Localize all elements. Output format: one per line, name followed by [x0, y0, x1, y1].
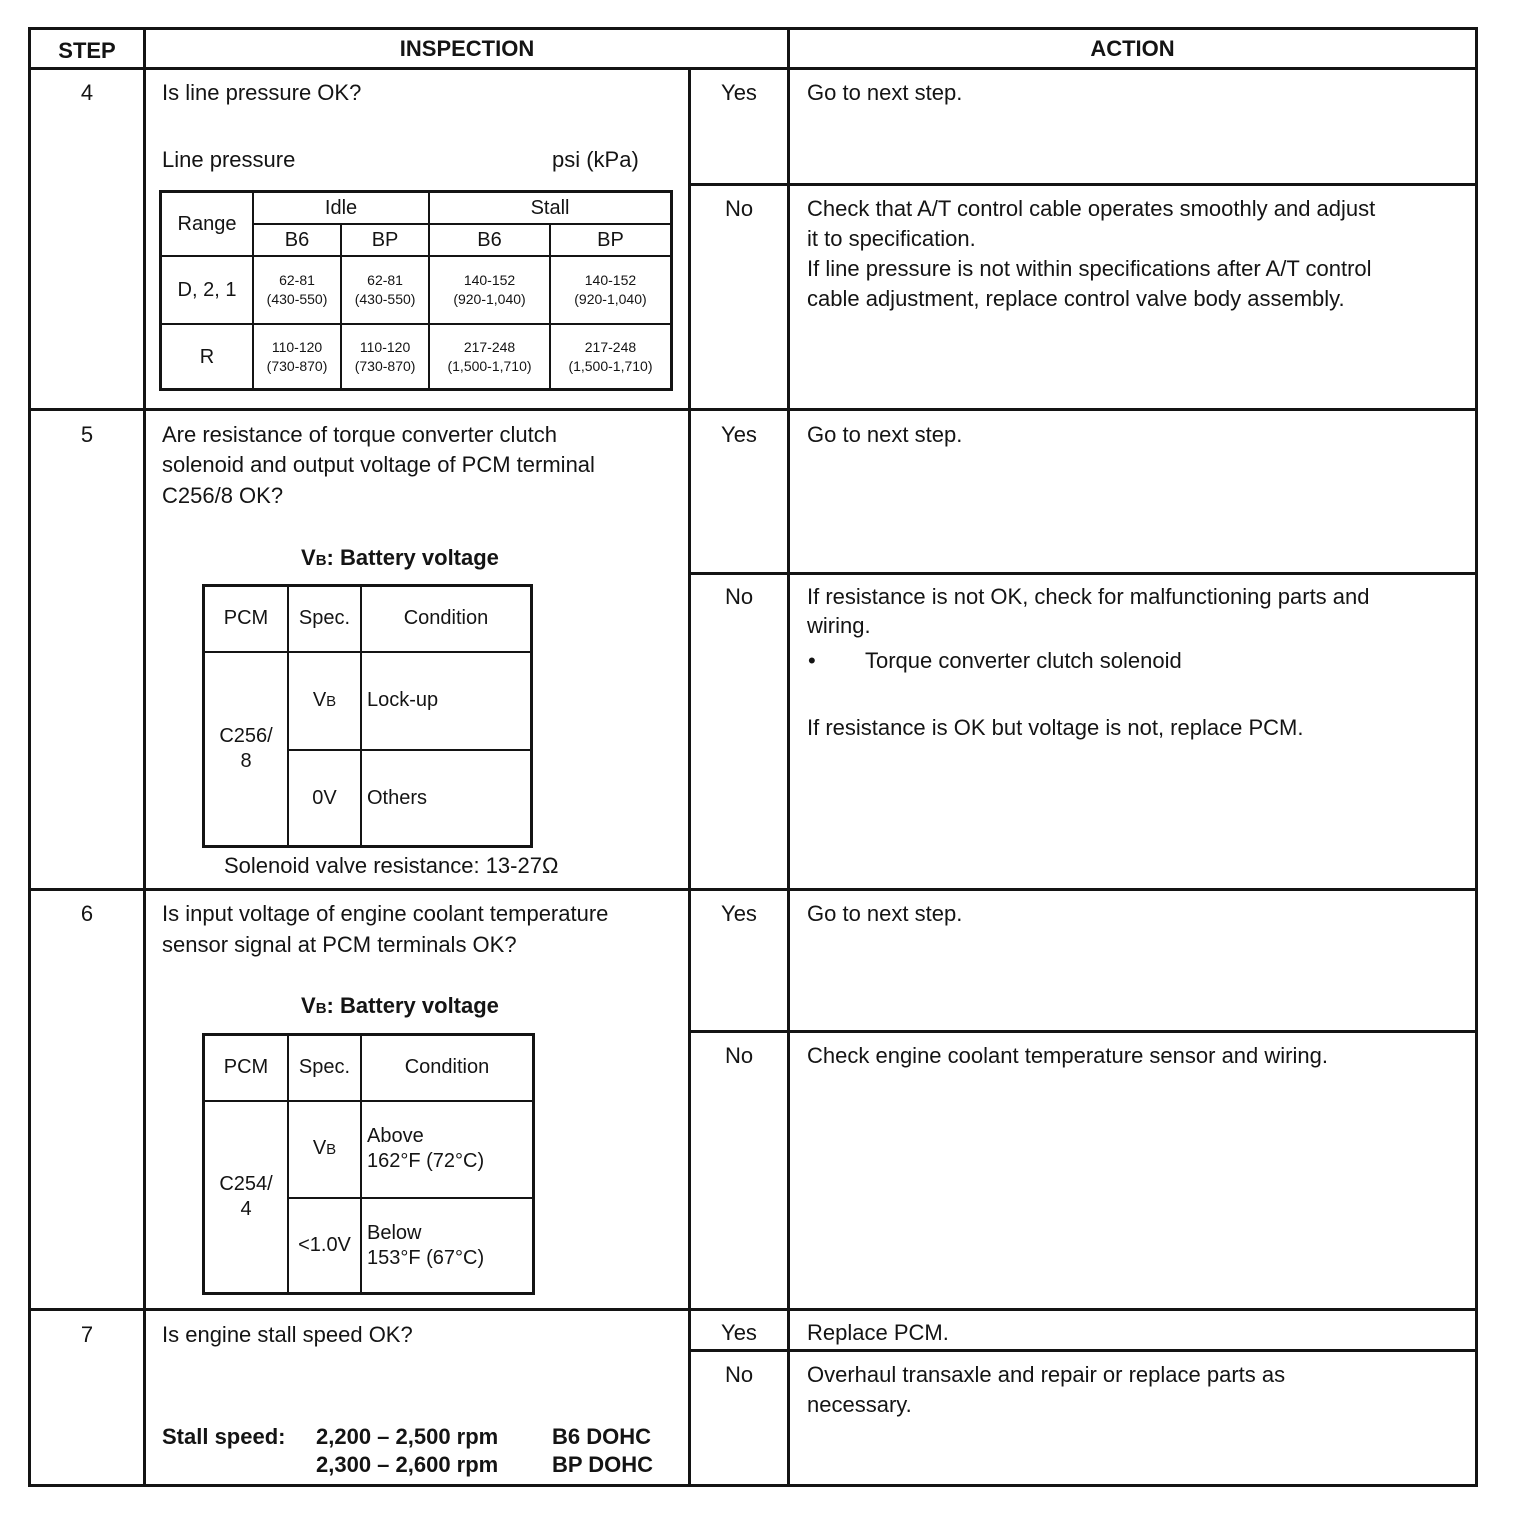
table-row: [161, 256, 672, 324]
lp-stall-bp-header: BP: [550, 224, 672, 256]
step6-no-action: Check engine coolant temperature sensor and wiring.: [807, 1043, 1328, 1068]
step4-unit: psi (kPa): [552, 147, 639, 172]
step4-question: Is line pressure OK?: [162, 80, 362, 105]
spec-pcm-header: PCM: [204, 586, 289, 652]
spec-condition-header: Condition: [361, 1035, 534, 1101]
lp-stall-header: Stall: [429, 192, 671, 224]
step6-question-line2: sensor signal at PCM terminals OK?: [162, 932, 517, 957]
step5-no: No: [724, 584, 754, 609]
step-column-divider: [143, 27, 146, 1487]
spec-value: VB: [288, 1101, 361, 1198]
lp-range-header: Range: [161, 192, 254, 257]
row-divider-4-5: [28, 408, 1478, 411]
step5-spec-table: [202, 584, 533, 848]
step5-no-bullet-text: Torque converter clutch solenoid: [865, 648, 1182, 673]
step7-no-action-line2: necessary.: [807, 1392, 912, 1417]
header-step: STEP: [58, 38, 116, 63]
step7-yes: Yes: [721, 1320, 757, 1345]
spec-condition: Above 162°F (72°C): [361, 1101, 534, 1198]
step4-yes-action: Go to next step.: [807, 80, 963, 105]
step7-model-1: B6 DOHC: [552, 1424, 652, 1449]
step4-yes-no-divider: [688, 183, 1478, 186]
step6-number: 6: [80, 901, 94, 926]
yesno-column-divider: [688, 67, 691, 1487]
step4-no: No: [724, 196, 754, 221]
lp-idle-b6-header: B6: [253, 224, 341, 256]
table-border-bottom: [28, 1484, 1478, 1487]
table-border-right: [1475, 27, 1478, 1487]
row-divider-5-6: [28, 888, 1478, 891]
spec-condition-header: Condition: [361, 586, 532, 652]
step6-spec-table: [202, 1033, 535, 1295]
step4-no-action-line3: If line pressure is not within specifications after A/T control: [807, 256, 1372, 281]
lp-value: 217-248 (1,500-1,710): [429, 324, 550, 389]
step5-resistance-note: Solenoid valve resistance: 13-27Ω: [224, 853, 559, 878]
spec-value: 0V: [288, 750, 361, 846]
step4-number: 4: [80, 80, 94, 105]
spec-condition: Below 153°F (67°C): [361, 1198, 534, 1293]
step7-stall-speed-1: 2,200 – 2,500 rpm: [316, 1424, 499, 1449]
step6-question-line1: Is input voltage of engine coolant temperature: [162, 901, 609, 926]
action-column-divider: [787, 27, 790, 1487]
line-pressure-table: [159, 190, 673, 391]
step6-yes-no-divider: [688, 1030, 1478, 1033]
header-action: ACTION: [1090, 36, 1175, 61]
spec-pcm-header: PCM: [204, 1035, 289, 1101]
lp-value: 110-120 (730-870): [253, 324, 341, 389]
step5-question-line2: solenoid and output voltage of PCM terminal: [162, 452, 595, 477]
lp-value: 62-81 (430-550): [341, 256, 429, 324]
spec-value: VB: [288, 652, 361, 750]
step4-no-action-line2: it to specification.: [807, 226, 976, 251]
step4-yes: Yes: [721, 80, 757, 105]
step7-yes-no-divider: [688, 1349, 1478, 1352]
table-border-top: [28, 27, 1478, 30]
step5-vb-note: VB: Battery voltage: [301, 545, 499, 570]
step4-no-action-line4: cable adjustment, replace control valve body assembly.: [807, 286, 1345, 311]
spec-condition: Others: [361, 750, 532, 846]
step5-question-line3: C256/8 OK?: [162, 483, 284, 508]
step7-stall-speed-2: 2,300 – 2,600 rpm: [316, 1452, 499, 1477]
step7-number: 7: [80, 1322, 94, 1347]
step5-yes-action: Go to next step.: [807, 422, 963, 447]
lp-idle-header: Idle: [253, 192, 429, 224]
step6-yes-action: Go to next step.: [807, 901, 963, 926]
step5-no-action-line1: If resistance is not OK, check for malfunctioning parts and: [807, 584, 1370, 609]
lp-value: 140-152 (920-1,040): [550, 256, 672, 324]
table-row: [161, 324, 672, 389]
step5-question-line1: Are resistance of torque converter clutch: [162, 422, 557, 447]
spec-condition: Lock-up: [361, 652, 532, 750]
step6-no: No: [724, 1043, 754, 1068]
lp-value: 110-120 (730-870): [341, 324, 429, 389]
step7-model-2: BP DOHC: [552, 1452, 654, 1477]
table-row: [204, 652, 532, 750]
step6-vb-note: VB: Battery voltage: [301, 993, 499, 1018]
lp-range: D, 2, 1: [161, 256, 254, 324]
lp-value: 140-152 (920-1,040): [429, 256, 550, 324]
step7-yes-action: Replace PCM.: [807, 1320, 949, 1345]
step4-no-action-line1: Check that A/T control cable operates smoothly and adjust: [807, 196, 1376, 221]
header-divider: [28, 67, 1478, 70]
lp-range: R: [161, 324, 254, 389]
spec-spec-header: Spec.: [288, 586, 361, 652]
step5-yes: Yes: [721, 422, 757, 447]
step5-no-action-line3: If resistance is OK but voltage is not, replace PCM.: [807, 715, 1304, 740]
row-divider-6-7: [28, 1308, 1478, 1311]
spec-terminal: C254/ 4: [204, 1101, 289, 1294]
step4-line-pressure-label: Line pressure: [162, 147, 296, 172]
spec-terminal: C256/ 8: [204, 652, 289, 847]
step6-yes: Yes: [721, 901, 757, 926]
lp-value: 62-81 (430-550): [253, 256, 341, 324]
step7-no-action-line1: Overhaul transaxle and repair or replace parts as: [807, 1362, 1286, 1387]
spec-value: <1.0V: [288, 1198, 361, 1293]
step5-bullet: •: [808, 648, 816, 673]
lp-value: 217-248 (1,500-1,710): [550, 324, 672, 389]
lp-stall-b6-header: B6: [429, 224, 550, 256]
table-row: [204, 1101, 534, 1198]
step7-stall-label: Stall speed:: [162, 1424, 286, 1449]
spec-spec-header: Spec.: [288, 1035, 361, 1101]
step7-question: Is engine stall speed OK?: [162, 1322, 413, 1347]
table-border-left: [28, 27, 31, 1487]
step5-yes-no-divider: [688, 572, 1478, 575]
lp-idle-bp-header: BP: [341, 224, 429, 256]
step5-no-action-line2: wiring.: [807, 613, 871, 638]
step5-number: 5: [80, 422, 94, 447]
header-inspection: INSPECTION: [399, 36, 535, 61]
step7-no: No: [724, 1362, 754, 1387]
